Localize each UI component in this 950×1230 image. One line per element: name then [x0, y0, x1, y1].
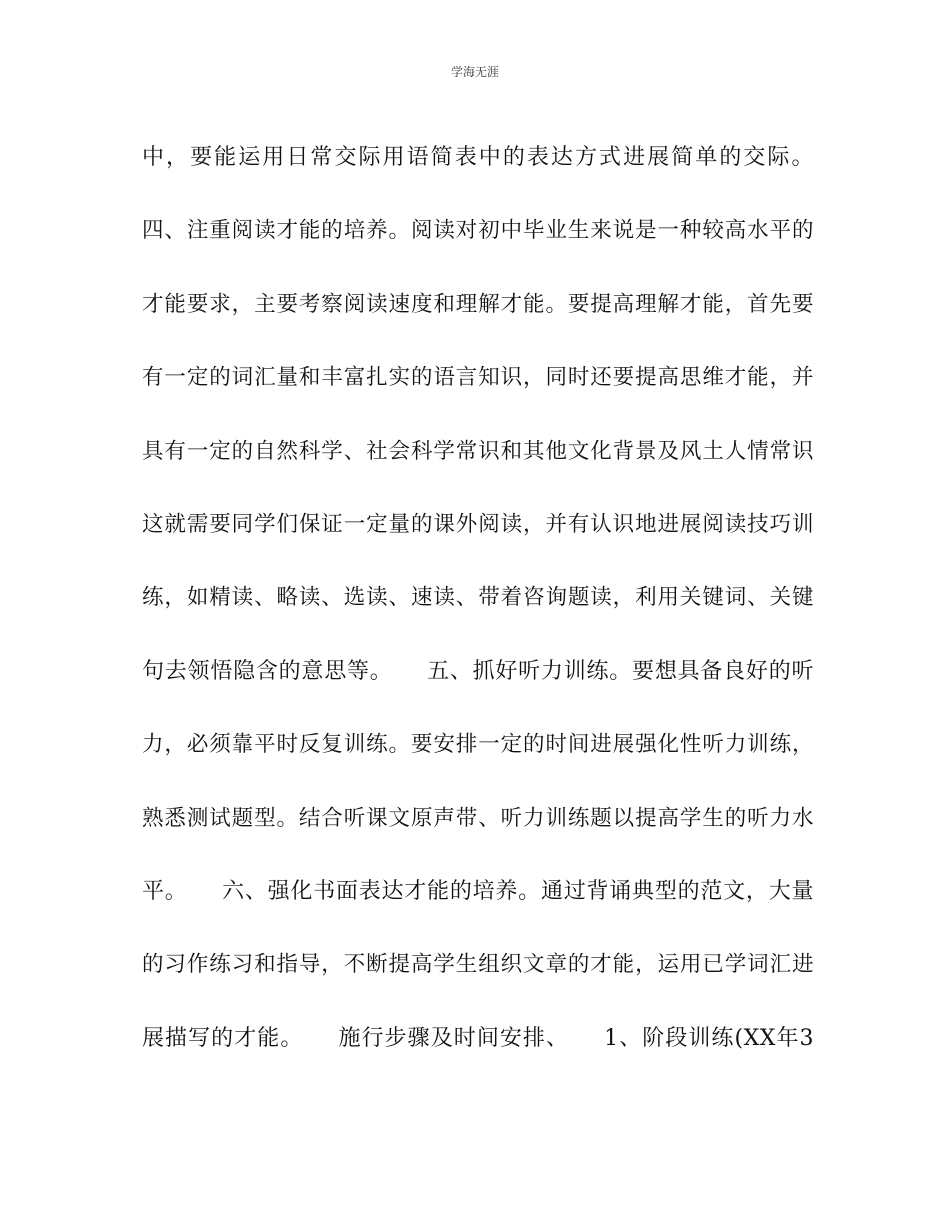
text-line: 有一定的词汇量和丰富扎实的语言知识，同时还要提高思维才能，并	[142, 365, 814, 391]
text-line: 练，如精读、略读、选读、速读、带着咨询题读，利用关键词、关键	[142, 585, 814, 611]
text-line: 这就需要同学们保证一定量的课外阅读，并有认识地进展阅读技巧训	[142, 511, 814, 537]
document-body	[142, 138, 814, 1092]
text-line: 力，必须靠平时反复训练。要安排一定的时间进展强化性听力训练，	[142, 732, 814, 758]
text-line: 才能要求，主要考察阅读速度和理解才能。要提高理解才能，首先要	[142, 291, 814, 317]
text-line: 熟悉测试题型。结合听课文原声带、听力训练题以提高学生的听力水	[142, 805, 814, 831]
text-line: 展描写的才能。 施行步骤及时间安排、 1、阶段训练(XX年3	[142, 1025, 814, 1051]
text-line: 中，要能运用日常交际用语简表中的表达方式进展简单的交际。	[142, 145, 814, 170]
text-line: 句去领悟隐含的意思等。 五、抓好听力训练。要想具备良好的听	[142, 658, 814, 684]
text-line: 具有一定的自然科学、社会科学常识和其他文化背景及风土人情常识	[142, 438, 814, 464]
text-line: 平。 六、强化书面表达才能的培养。通过背诵典型的范文，大量	[142, 878, 814, 904]
text-line: 四、注重阅读才能的培养。阅读对初中毕业生来说是一种较高水平的	[142, 218, 814, 244]
text-line: 的习作练习和指导，不断提高学生组织文章的才能，运用已学词汇进	[142, 952, 814, 978]
page-header: 学海无涯	[450, 65, 499, 79]
